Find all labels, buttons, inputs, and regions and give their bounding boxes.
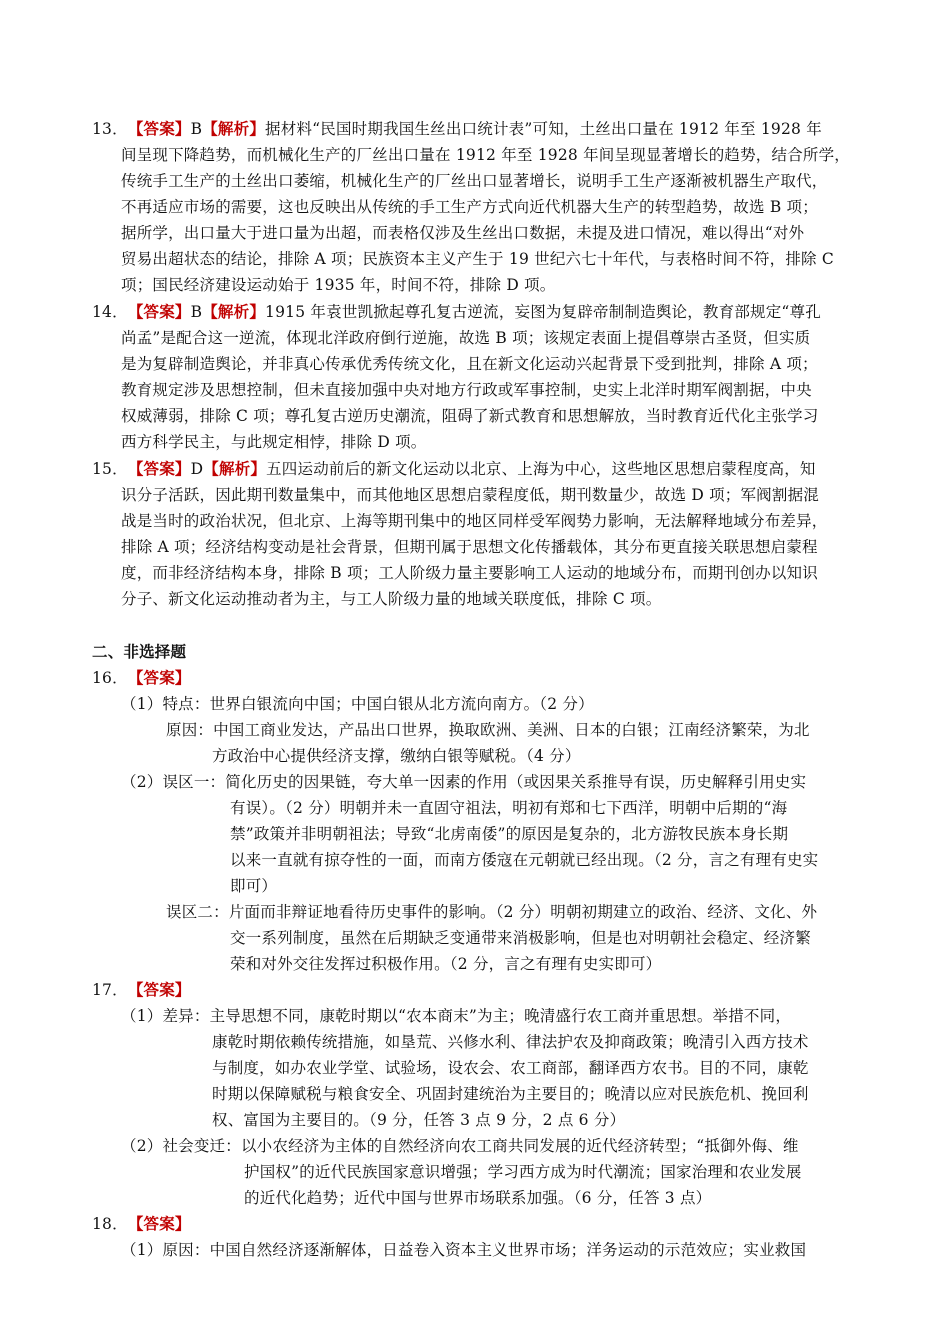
text-line: 中国自然经济逐渐解体，日益卷入资本主义世界市场；洋务运动的示范效应；实业救国 [209, 1241, 807, 1259]
text-line: 尚孟”是配合这一逆流，体现北洋政府倒行逆施，故选 B 项；该规定表面上提倡尊崇古圣贤，但实质 [121, 329, 811, 347]
q17-part1 [121, 1003, 791, 1029]
text-line: 中国工商业发达，产品出口世界，换取欧洲、美洲、日本的白银；江南经济繁荣，为北 [213, 721, 810, 739]
text-line: 西方科学民主，与此规定相悖，排除 D 项。 [121, 433, 427, 451]
part-label: 误区二： [166, 903, 229, 921]
q14-line-1 [92, 299, 821, 325]
q18-number: 18． [92, 1215, 128, 1233]
q16-number: 16． [92, 669, 128, 687]
analysis-label: 【解析】 [202, 302, 266, 321]
q16-part2-b [166, 899, 817, 925]
q14-choice: B [190, 303, 203, 321]
answer-label: 【答案】 [127, 119, 191, 138]
text-line: 教育规定涉及思想控制，但未直接加强中央对地方行政或军事控制，史实上北洋时期军阀割据，中央 [121, 381, 812, 399]
text-line: 荣和对外交往发挥过积极作用。（2 分，言之有理有史实即可） [230, 955, 662, 973]
part-label: （2）误区一： [121, 773, 226, 791]
q14-number: 14． [92, 303, 128, 321]
q13-choice: B [190, 120, 203, 138]
text-line: 排除 A 项；经济结构变动是社会背景，但期刊属于思想文化传播载体，其分布更直接关联思想启蒙程 [121, 538, 818, 556]
part-label: （1）特点： [121, 695, 210, 713]
part-label: 原因： [166, 721, 214, 739]
text-line: 交一系列制度，虽然在后期缺乏变通带来消极影响，但是也对明朝社会稳定、经济繁 [230, 929, 811, 947]
q16-header [92, 665, 191, 691]
q17-number: 17． [92, 981, 128, 999]
text-line: 识分子活跃，因此期刊数量集中，而其他地区思想启蒙程度低，期刊数量少，故选 D 项；军阀割据混 [121, 486, 819, 504]
q15-line-1 [92, 456, 816, 482]
text-line: 项；国民经济建设运动始于 1935 年，时间不符，排除 D 项。 [121, 276, 556, 294]
text-line: 是为复辟制造舆论，并非真心传承优秀传统文化，且在新文化运动兴起背景下受到批判，排除 A 项； [121, 355, 818, 373]
analysis-label: 【解析】 [202, 119, 266, 138]
q17-part2 [121, 1133, 799, 1159]
text-line: 主导思想不同，康乾时期以“农本商末”为主；晚清盛行农工商并重思想。举措不同， [209, 1007, 792, 1025]
text-line: 有误）。（2 分）明朝并未一直固守祖法，明初有郑和七下西洋，明朝中后期的“海 [230, 799, 788, 817]
part-label: （1）差异： [121, 1007, 210, 1025]
answer-label: 【答案】 [127, 980, 191, 999]
text-line: 以来一直就有掠夺性的一面，而南方倭寇在元朝就已经出现。（2 分，言之有理有史实 [230, 851, 819, 869]
part-label: （1）原因： [121, 1241, 210, 1259]
q15-number: 15． [92, 460, 128, 478]
answer-label: 【答案】 [127, 459, 191, 478]
text-line: 不再适应市场的需要，这也反映出从传统的手工生产方式向近代机器大生产的转型趋势，故选 B 项； [121, 198, 818, 216]
text-line: 度，而非经济结构本身，排除 B 项；工人阶级力量主要影响工人运动的地域分布，而期刊创办以知识 [121, 564, 818, 582]
q13-number: 13． [92, 120, 128, 138]
q15-choice: D [190, 460, 204, 478]
text-line: 禁”政策并非明朝祖法；导致“北虏南倭”的原因是复杂的，北方游牧民族本身长期 [230, 825, 789, 843]
text-line: 分子、新文化运动推动者为主，与工人阶级力量的地域关联度低，排除 C 项。 [121, 590, 662, 608]
q16-part2 [121, 769, 806, 795]
text-line: 时期以保障赋税与粮食安全、巩固封建统治为主要目的；晚清以应对民族危机、挽回利 [212, 1085, 809, 1103]
text-line: 即可） [230, 877, 278, 895]
text-line: 间呈现下降趋势，而机械化生产的厂丝出口量在 1912 年至 1928 年间呈现显著增长的趋势，结合所学， [121, 146, 851, 164]
text-line: 方政治中心提供经济支撑，缴纳白银等赋税。（4 分） [212, 747, 581, 765]
q16-part1-reason [166, 717, 810, 743]
text-line: 五四运动前后的新文化运动以北京、上海为中心，这些地区思想启蒙程度高，知 [266, 460, 816, 478]
text-line: 康乾时期依赖传统措施，如垦荒、兴修水利、律法护农及抑商政策；晚清引入西方技术 [212, 1033, 809, 1051]
answer-label: 【答案】 [127, 302, 191, 321]
text-line: 1915 年袁世凯掀起尊孔复古逆流，妄图为复辟帝制制造舆论，教育部规定“尊孔 [265, 303, 821, 321]
text-line: 贸易出超状态的结论，排除 A 项；民族资本主义产生于 19 世纪六七十年代，与表格时间不符，排除 C [121, 250, 834, 268]
q18-part1 [121, 1237, 806, 1263]
text-line: 与制度，如办农业学堂、试验场，设农会、农工商部，翻译西方农书。目的不同，康乾 [212, 1059, 809, 1077]
text-line: 战是当时的政治状况，但北京、上海等期刊集中的地区同样受军阀势力影响，无法解释地域分布差异， [121, 512, 828, 530]
text-line: 权、富国为主要目的。（9 分，任答 3 点 9 分，2 点 6 分） [212, 1111, 626, 1129]
q17-header [92, 977, 191, 1003]
text-line: 片面而非辩证地看待历史事件的影响。（2 分）明朝初期建立的政治、经济、文化、外 [228, 903, 818, 921]
q18-header [92, 1211, 191, 1237]
text-line: 据材料“民国时期我国生丝出口统计表”可知，土丝出口量在 1912 年至 1928 年 [265, 120, 822, 138]
text-line: 护国权”的近代民族国家意识增强；学习西方成为时代潮流；国家治理和农业发展 [244, 1163, 802, 1181]
answer-label: 【答案】 [127, 668, 191, 687]
answer-label: 【答案】 [127, 1214, 191, 1233]
part-label: （2）社会变迁： [121, 1137, 241, 1155]
text-line: 简化历史的因果链，夸大单一因素的作用（或因果关系推导有误，历史解释引用史实 [225, 773, 807, 791]
text-line: 以小农经济为主体的自然经济向农工商共同发展的近代经济转型；“抵御外侮、维 [240, 1137, 799, 1155]
section-title: 二、非选择题 [92, 643, 187, 661]
q13-line-1 [92, 116, 822, 142]
text-line: 据所学，出口量大于进口量为出超，而表格仅涉及生丝出口数据，未提及进口情况，难以得出“对外 [121, 224, 805, 242]
text-line: 权威薄弱，排除 C 项；尊孔复古逆历史潮流，阻碍了新式教育和思想解放，当时教育近代化主张学习 [121, 407, 819, 425]
text-line: 世界白银流向中国；中国白银从北方流向南方。（2 分） [209, 695, 594, 713]
q16-part1 [121, 691, 594, 717]
text-line: 的近代化趋势；近代中国与世界市场联系加强。（6 分，任答 3 点） [244, 1189, 712, 1207]
text-line: 传统手工生产的土丝出口萎缩，机械化生产的厂丝出口显著增长，说明手工生产逐渐被机器生产取代， [121, 172, 828, 190]
analysis-label: 【解析】 [203, 459, 267, 478]
